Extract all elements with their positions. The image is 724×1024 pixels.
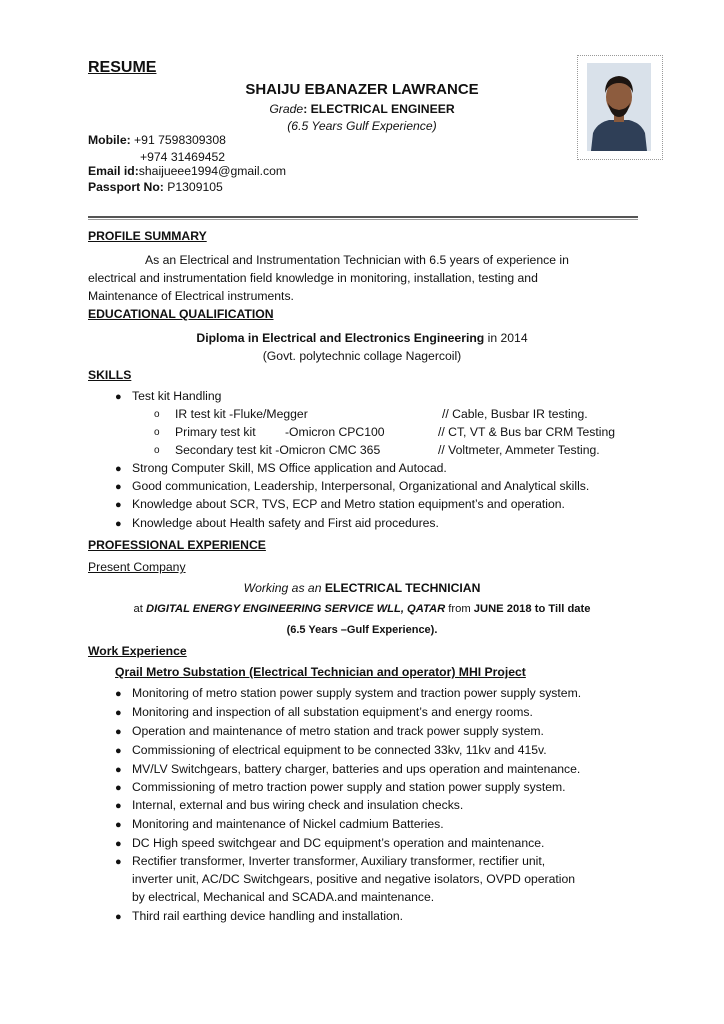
bullet-icon: ●	[115, 481, 122, 493]
bullet-icon: ●	[115, 782, 122, 794]
duty-item: Commissioning of metro traction power supply and station power supply system.	[132, 780, 566, 794]
duty-rectifier-line-3: by electrical, Mechanical and SCADA.and maintenance.	[132, 890, 435, 904]
bullet-icon: ●	[115, 856, 122, 868]
education-institution: (Govt. polytechnic collage Nagercoil)	[262, 349, 462, 363]
experience-note: (6.5 Years Gulf Experience)	[287, 119, 437, 133]
work-experience-heading: Work Experience	[88, 644, 187, 658]
sub-skill-name: IR test kit -Fluke/Megger	[175, 407, 308, 421]
bullet-icon: ●	[115, 726, 122, 738]
company-name: DIGITAL ENERGY ENGINEERING SERVICE WLL, QATAR	[145, 603, 446, 615]
bullet-icon: ●	[115, 800, 122, 812]
role: ELECTRICAL TECHNICIAN	[324, 581, 481, 595]
email-label: Email id:	[88, 164, 139, 178]
profile-line-1: As an Electrical and Instrumentation Technician with 6.5 years of experience in	[145, 253, 569, 267]
skill-item: Knowledge about SCR, TVS, ECP and Metro station equipment’s and operation.	[132, 497, 565, 511]
sub-skill-note: // CT, VT & Bus bar CRM Testing	[438, 425, 616, 439]
email-value: shaijueee1994@gmail.com	[138, 164, 286, 178]
role-line	[0, 581, 724, 595]
profile-heading: PROFILE SUMMARY	[88, 229, 207, 243]
candidate-name: SHAIJU EBANAZER LAWRANCE	[245, 81, 479, 98]
sub-skill-name: Primary test kit	[175, 425, 256, 439]
skills-heading: SKILLS	[88, 368, 132, 382]
grade-value: ELECTRICAL ENGINEER	[310, 102, 455, 116]
duty-item: Commissioning of electrical equipment to be connected 33kv, 11kv and 415v.	[132, 743, 547, 757]
experience-heading: PROFESSIONAL EXPERIENCE	[88, 538, 266, 552]
email-line	[88, 164, 286, 178]
duty-item: DC High speed switchgear and DC equipment’s operation and maintenance.	[132, 836, 545, 850]
company-from: from	[445, 603, 474, 615]
sub-skill-model: -Omicron CPC100	[285, 425, 385, 439]
skill-item: Strong Computer Skill, MS Office application and Autocad.	[132, 461, 447, 475]
experience-years: (6.5 Years –Gulf Experience).	[286, 624, 438, 636]
sub-skill-name: Secondary test kit -Omicron CMC 365	[175, 443, 381, 457]
sub-skill-note: // Cable, Busbar IR testing.	[442, 407, 588, 421]
bullet-icon: ●	[115, 819, 122, 831]
education-year: in 2014	[484, 331, 528, 345]
project-title: Qrail Metro Substation (Electrical Technician and operator) MHI Project	[115, 665, 526, 679]
duty-rectifier-line-2: inverter unit, AC/DC Switchgears, positive and negative isolators, OVPD operation	[132, 872, 576, 886]
bullet-icon: ●	[115, 745, 122, 757]
education-degree-line	[0, 331, 724, 345]
grade-label: Grade	[269, 102, 304, 116]
bullet-icon: ●	[115, 518, 122, 530]
passport-label: Passport No:	[88, 180, 164, 194]
bullet-icon: ●	[115, 764, 122, 776]
bullet-icon: ●	[115, 391, 122, 403]
company-period: JUNE 2018 to Till date	[473, 603, 591, 615]
passport-line	[88, 180, 223, 194]
mobile-line	[88, 133, 226, 147]
duty-item: Monitoring of metro station power supply system and traction power supply system.	[132, 686, 582, 700]
circle-bullet-icon: o	[154, 427, 160, 438]
circle-bullet-icon: o	[154, 445, 160, 456]
education-heading: EDUCATIONAL QUALIFICATION	[88, 307, 274, 321]
skill-test-kit: Test kit Handling	[132, 389, 222, 403]
mobile-label: Mobile:	[88, 133, 131, 147]
passport-value: P1309105	[167, 180, 223, 194]
duty-item: Monitoring and inspection of all substation equipment’s and energy rooms.	[132, 705, 533, 719]
education-degree: Diploma in Electrical and Electronics Engineering	[196, 331, 485, 345]
duty-item: Third rail earthing device handling and installation.	[132, 909, 403, 923]
header-divider	[88, 216, 638, 220]
duty-item: Internal, external and bus wiring check and insulation checks.	[132, 798, 464, 812]
skill-item: Knowledge about Health safety and First aid procedures.	[132, 516, 439, 530]
bullet-icon: ●	[115, 707, 122, 719]
bullet-icon: ●	[115, 463, 122, 475]
profile-photo	[587, 63, 651, 151]
company-at: at	[133, 603, 146, 615]
resume-label: RESUME	[88, 59, 157, 76]
bullet-icon: ●	[115, 688, 122, 700]
bullet-icon: ●	[115, 838, 122, 850]
skill-item: Good communication, Leadership, Interpersonal, Organizational and Analytical skills.	[132, 479, 590, 493]
working-as: Working as an	[243, 581, 325, 595]
profile-line-3: Maintenance of Electrical instruments.	[88, 289, 294, 303]
duty-item: MV/LV Switchgears, battery charger, batteries and ups operation and maintenance.	[132, 762, 581, 776]
duty-item: Operation and maintenance of metro station and track power supply system.	[132, 724, 544, 738]
sub-skill-note: // Voltmeter, Ammeter Testing.	[438, 443, 600, 457]
grade-line: Grade: ELECTRICAL ENGINEER	[269, 102, 455, 116]
mobile-2: +974 31469452	[140, 150, 226, 164]
present-company-label: Present Company	[88, 560, 186, 574]
bullet-icon: ●	[115, 911, 122, 923]
mobile-1: +91 7598309308	[134, 133, 226, 147]
company-line	[0, 603, 724, 615]
duty-item: Monitoring and maintenance of Nickel cadmium Batteries.	[132, 817, 444, 831]
bullet-icon: ●	[115, 499, 122, 511]
circle-bullet-icon: o	[154, 409, 160, 420]
profile-line-2: electrical and instrumentation field knowledge in monitoring, installation, testing and	[88, 271, 538, 285]
duty-rectifier-line-1: Rectifier transformer, Inverter transformer, Auxiliary transformer, rectifier unit,	[132, 854, 546, 868]
